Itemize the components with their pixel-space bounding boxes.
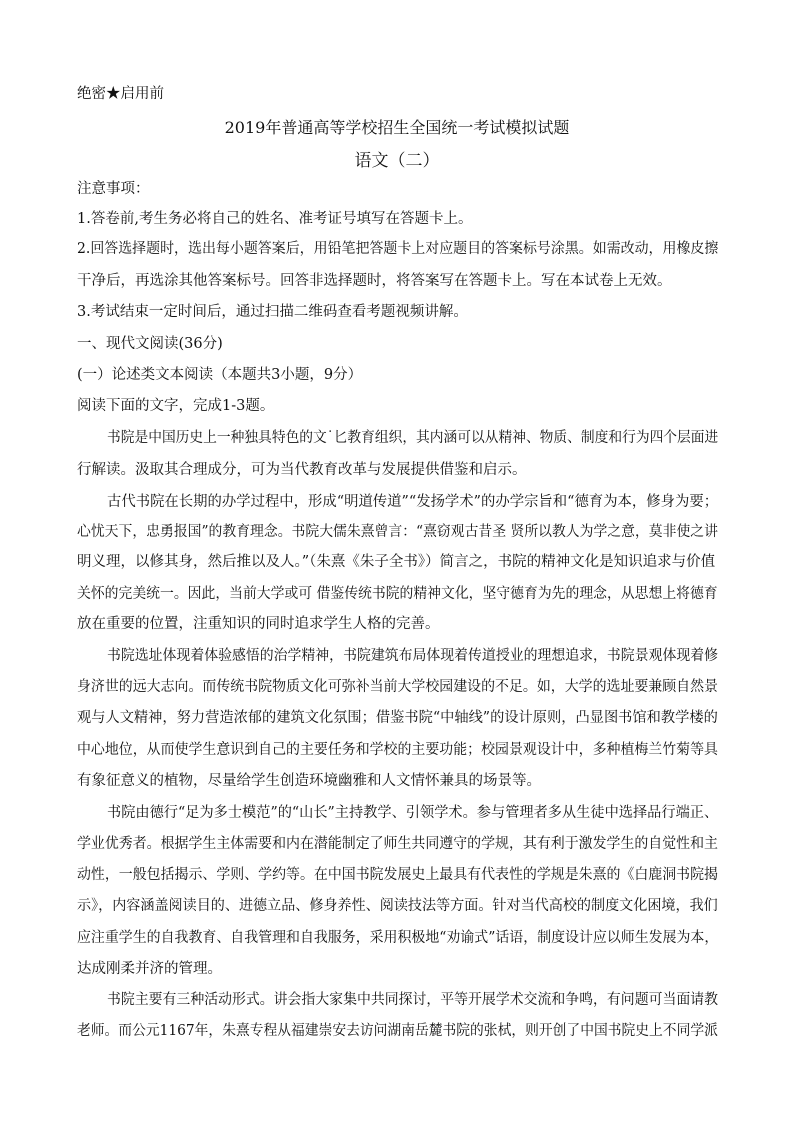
passage-line: 学业优秀者。根据学生主体需要和内在潜能制定了师生共同遵守的学规，其有利于激发学生的自觉性和主 bbox=[77, 836, 718, 852]
section-part-1: 一、现代文阅读(36分) bbox=[77, 336, 223, 352]
passage-line: 书院主要有三种活动形式。讲会指大家集中共同探讨，平等开展学术交流和争鸣，有问题可当面请教 bbox=[107, 992, 719, 1008]
passage-line: 书院选址体现着体验感悟的治学精神，书院建筑布局体现着传道授业的理想追求，书院景观体现着修 bbox=[107, 648, 719, 664]
passage-line: 观与人文精神，努力营造浓郁的建筑文化氛围；借鉴书院“中轴线”的设计原则，凸显图书馆和教学楼的 bbox=[77, 710, 718, 726]
passage-line: 关怀的完美统一。因此，当前大学或可 借鉴传统书院的精神文化，坚守德育为先的理念，从思想上将德育 bbox=[77, 586, 718, 602]
note-3: 3.考试结束一定时间后，通过扫描二维码查看考题视频讲解。 bbox=[77, 304, 468, 320]
confidential-mark: 绝密★启用前 bbox=[77, 86, 164, 102]
exam-subtitle: 语文（二） bbox=[354, 151, 440, 171]
note-2-line-2: 干净后，再选涂其他答案标号。回答非选择题时，将答案写在答题卡上。写在本试卷上无效。 bbox=[77, 273, 672, 289]
passage-line: 有象征意义的植物，尽量给学生创造环境幽雅和人文情怀兼具的场景等。 bbox=[77, 773, 541, 789]
notes-heading: 注意事项： bbox=[77, 181, 150, 197]
passage-line: 示》，内容涵盖阅读目的、进德立品、修身养性、阅读技法等方面。针对当代高校的制度文化困境，我们 bbox=[77, 898, 718, 914]
reading-instruction: 阅读下面的文字，完成1-3题。 bbox=[77, 398, 275, 414]
passage-line: 中心地位，从而使学生意识到自己的主要任务和学校的主要功能；校园景观设计中，多种植梅兰竹菊等具 bbox=[77, 742, 718, 758]
passage-line: 心忧天下，忠勇报国”的教育理念。书院大儒朱熹曾言：“熹窃观古昔圣 贤所以教人为学之意，莫非使之讲 bbox=[77, 524, 718, 540]
passage-line: 老师。而公元1167年，朱熹专程从福建崇安去访问湖南岳麓书院的张栻，则开创了中国书院史上不同学派 bbox=[77, 1023, 718, 1039]
passage-line: 动性，一般包括揭示、学则、学约等。在中国书院发展史上最具有代表性的学规是朱熹的《白鹿洞书院揭 bbox=[77, 867, 718, 883]
exam-title: 2019年普通高等学校招生全国统一考试模拟试题 bbox=[224, 118, 570, 137]
passage-line: 古代书院在长期的办学过程中，形成“明道传道”“发扬学术”的办学宗旨和“德育为本，修身为要； bbox=[107, 494, 719, 510]
passage-line: 书院由德行“足为多士模范”的“山长”主持教学、引领学术。参与管理者多从生徒中选择品行端正、 bbox=[107, 805, 719, 821]
note-1: 1.答卷前,考生务必将自己的姓名、准考证号填写在答题卡上。 bbox=[77, 211, 473, 227]
passage-line: 书院是中国历史上一种独具特色的文˙匕教育组织，其内涵可以从精神、物质、制度和行为四个层面进 bbox=[107, 430, 719, 446]
passage-line: 放在重要的位置，注重知识的同时追求学生人格的完善。 bbox=[77, 616, 440, 632]
passage-line: 应注重学生的自我教育、自我管理和自我服务，采用积极地“劝谕式”话语，制度设计应以师生发展为本， bbox=[77, 930, 719, 946]
passage-line: 明义理，以修其身，然后推以及人。”（朱熹《朱子全书》）简言之，书院的精神文化是知识追求与价值 bbox=[77, 554, 716, 570]
section-sub-1: (一）论述类文本阅读（本题共3小题，9分） bbox=[77, 367, 363, 383]
passage-line: 身济世的远大志向。而传统书院物质文化可弥补当前大学校园建设的不足。如，大学的选址要兼顾自然景 bbox=[77, 679, 718, 695]
passage-line: 行解读。汲取其合理成分，可为当代教育改革与发展提供借鉴和启示。 bbox=[77, 462, 527, 478]
passage-line: 达成刚柔并济的管理。 bbox=[77, 961, 222, 977]
note-2-line-1: 2.回答选择题时，选出每小题答案后，用铅笔把答题卡上对应题目的答案标号涂黑。如需改动，用橡皮擦 bbox=[77, 241, 719, 257]
